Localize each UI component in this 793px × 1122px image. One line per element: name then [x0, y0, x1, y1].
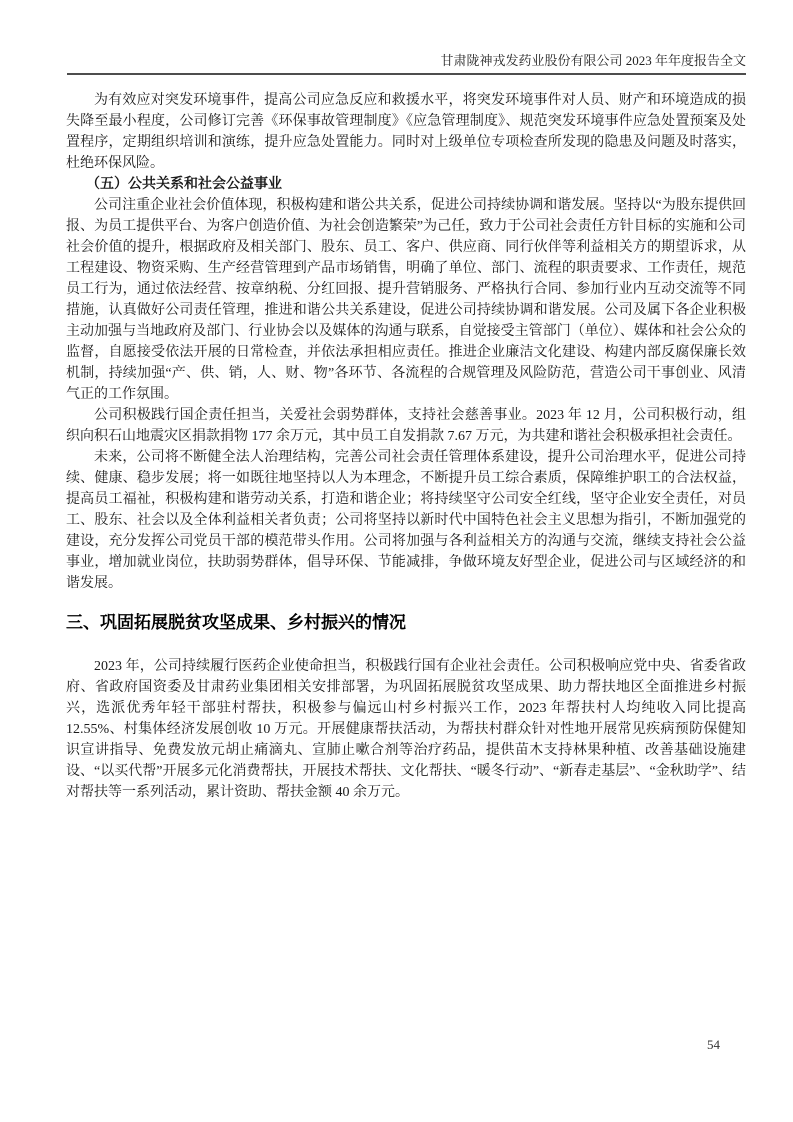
page-number: 54	[707, 1037, 720, 1052]
paragraph-environment-emergency: 为有效应对突发环境事件，提高公司应急反应和救援水平，将突发环境事件对人员、财产和环境造成的损失降至最小程度，公司修订完善《环保事故管理制度》《应急管理制度》、规范突发环境事件应急处置预案及处置程序，定期组织培训和演练，提升应急处置能力。同时对上级单位专项检查所发现的隐患及问题及时落实，杜绝环保风险。	[66, 93, 746, 171]
header-divider	[67, 73, 746, 75]
paragraph-future-outlook: 未来，公司将不断健全法人治理结构，完善公司社会责任管理体系建设，提升公司治理水平，促进公司持续、健康、稳步发展；将一如既往地坚持以人为本理念，不断提升员工综合素质，保障维护职工的合法权益，提高员工福祉，积极构建和谐劳动关系，打造和谐企业；将持续坚守公司安全红线，坚守企业安全责任，对员工、股东、社会以及全体利益相关者负责；公司将坚持以新时代中国特色社会主义思想为指引，不断加强党的建设，充分发挥公司党员干部的模范带头作用。公司将加强与各利益相关方的沟通与交流，继续支持社会公益事业，增加就业岗位，扶助弱势群体，倡导环保、节能减排，争做环境友好型企业，促进公司与区域经济的和谐发展。	[66, 450, 746, 591]
report-header-title: 甘肃陇神戎发药业股份有限公司 2023 年年度报告全文	[440, 53, 746, 68]
document-body	[66, 90, 746, 803]
page-header	[67, 52, 746, 75]
paragraph-public-relations: 公司注重企业社会价值体现，积极构建和谐公共关系，促进公司持续协调和谐发展。坚持以“为股东提供回报、为员工提供平台、为客户创造价值、为社会创造繁荣”为己任，致力于公司社会责任方针目标的实施和公司社会价值的提升，根据政府及相关部门、股东、员工、客户、供应商、同行伙伴等利益相关方的期望诉求，从工程建设、物资采购、生产经营管理到产品市场销售，明确了单位、部门、流程的职责要求、工作责任，规范员工行为，通过依法经营、按章纳税、分红回报、提升营销服务、严格执行合同、参加行业内互动交流等不同措施，认真做好公司责任管理，推进和谐公共关系建设，促进公司持续协调和谐发展。公司及属下各企业积极主动加强与当地政府及部门、行业协会以及媒体的沟通与联系，自觉接受主管部门（单位）、媒体和社会公众的监督，自愿接受依法开展的日常检查，并依法承担相应责任。推进企业廉洁文化建设、构建内部反腐保廉长效机制，持续加强“产、供、销，人、财、物”各环节、各流程的合规管理及风险防范，营造公司干事创业、风清气正的工作氛围。	[66, 198, 746, 402]
heading-public-welfare: （五）公共关系和社会公益事业	[86, 177, 282, 192]
heading-rural-revitalization: 三、巩固拓展脱贫攻坚成果、乡村振兴的情况	[66, 613, 406, 632]
paragraph-charity-donation: 公司积极践行国企责任担当，关爱社会弱势群体，支持社会慈善事业。2023 年 12 月，公司积极行动，组织向积石山地震灾区捐款捐物 177 余万元，其中员工自发捐款 7.67 万元，为共建和谐社会积极承担社会责任。	[66, 408, 746, 444]
paragraph-rural-revitalization: 2023 年，公司持续履行医药企业使命担当，积极践行国有企业社会责任。公司积极响应党中央、省委省政府、省政府国资委及甘肃药业集团相关安排部署，为巩固拓展脱贫攻坚成果、助力帮扶地区全面推进乡村振兴，选派优秀年轻干部驻村帮扶，积极参与偏远山村乡村振兴工作，2023 年帮扶村人均纯收入同比提高 12.55%、村集体经济发展创收 10 万元。开展健康帮扶活动，为帮扶村群众针对性地开展常见疾病预防保健知识宣讲指导、免费发放元胡止痛滴丸、宣肺止嗽合剂等治疗药品，提供苗木支持林果种植、改善基础设施建设、“以买代帮”开展多元化消费帮扶，开展技术帮扶、文化帮扶、“暖冬行动”、“新春走基层”、“金秋助学”、结对帮扶等一系列活动，累计资助、帮扶金额 40 余万元。	[66, 659, 746, 800]
